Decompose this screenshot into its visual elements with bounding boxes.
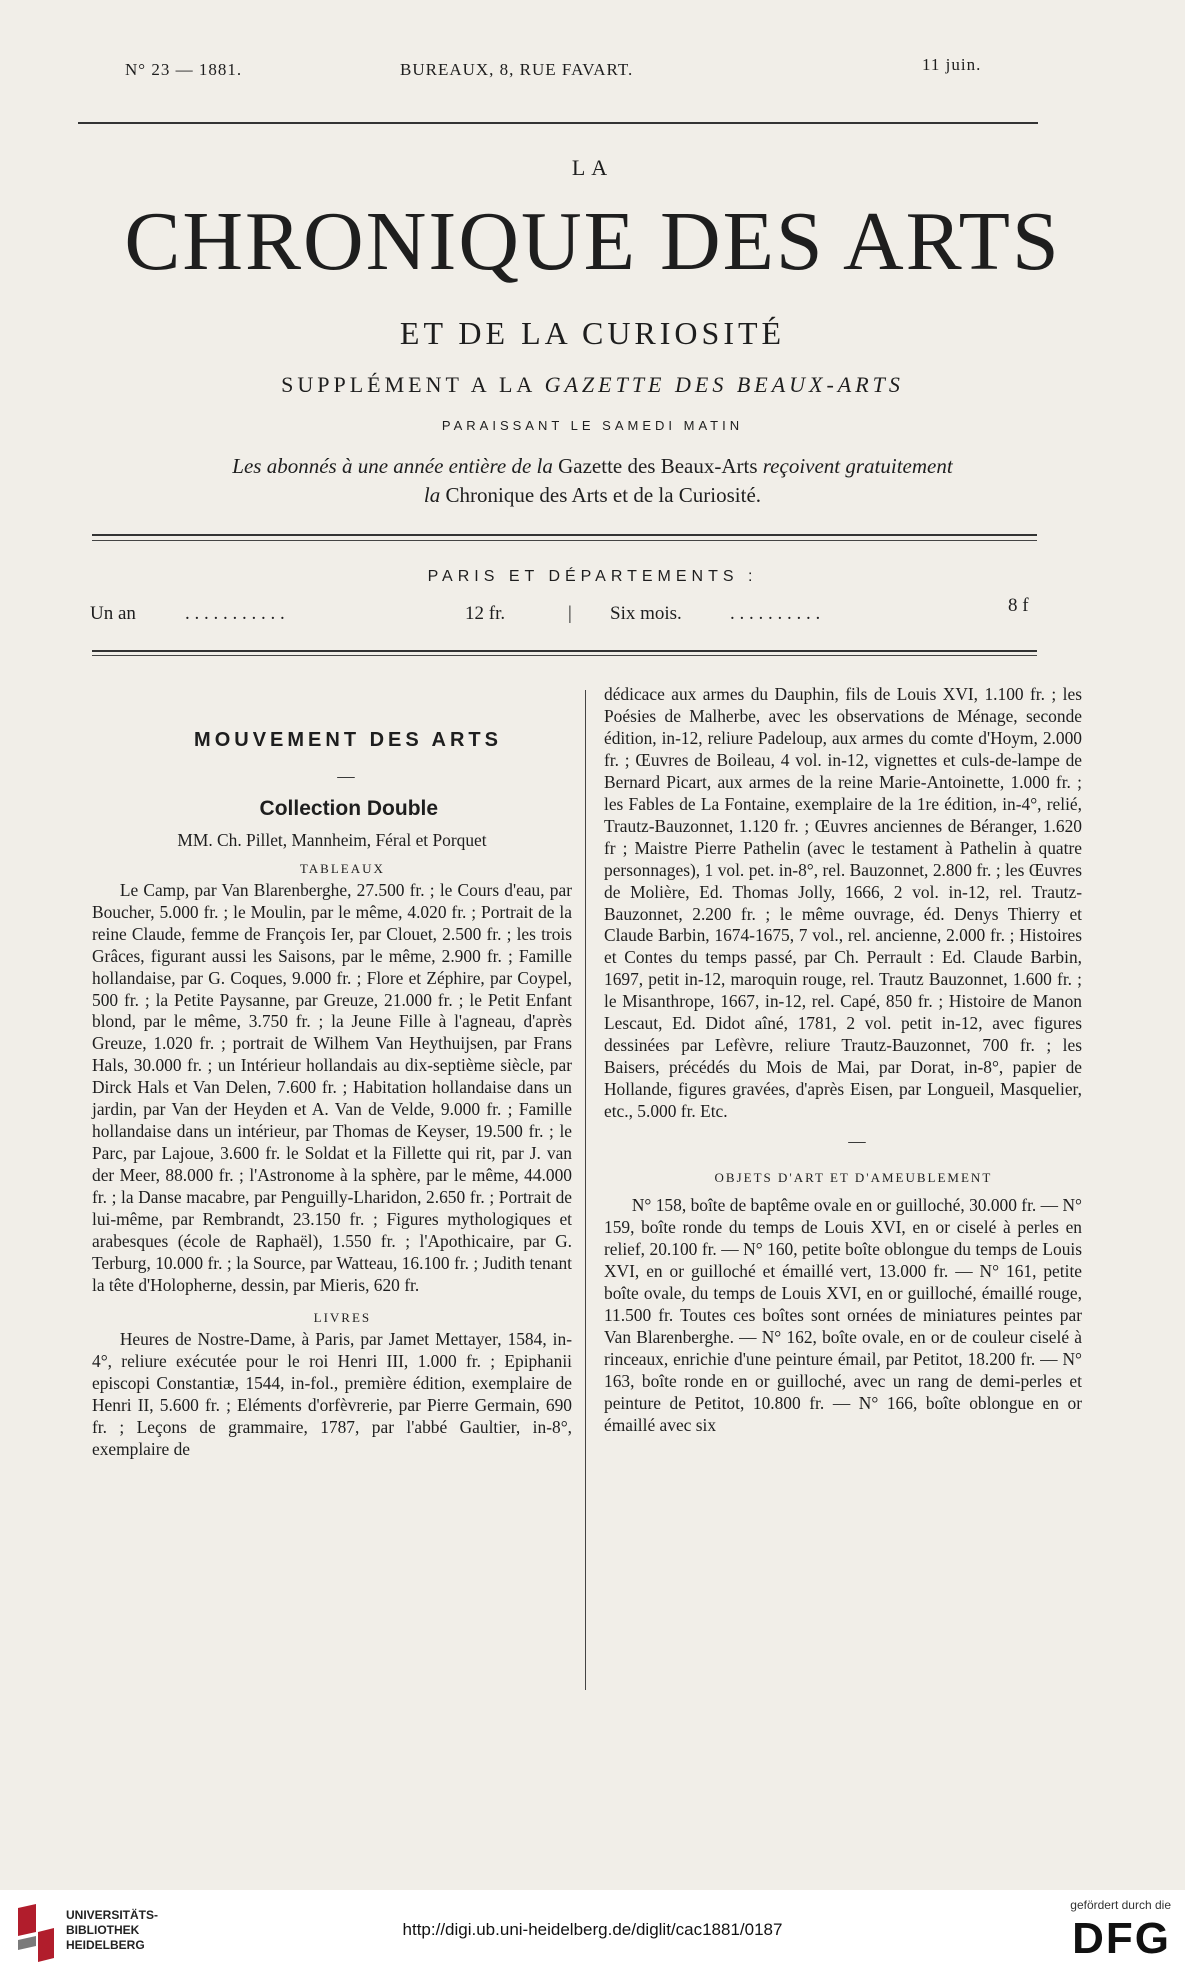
library-name-line2: BIBLIOTHEK — [66, 1923, 140, 1937]
collection-title: Collection Double — [259, 796, 439, 820]
right-column — [604, 684, 1082, 1436]
source-url-link[interactable]: http://digi.ub.uni-heidelberg.de/diglit/cac1881/0187 — [402, 1920, 783, 1939]
experts-line: MM. Ch. Pillet, Mannheim, Féral et Porquet — [177, 829, 487, 850]
subscription-label: PARIS ET DÉPARTEMENTS : — [427, 568, 758, 585]
supplement-gazette: GAZETTE DES BEAUX-ARTS — [544, 372, 904, 397]
column-divider — [585, 690, 586, 1690]
livres-continued: dédicace aux armes du Dauphin, fils de Louis XVI, 1.100 fr. ; les Poésies de Malherbe, avec les observations de Ménage, seconde édition, in-12, reliure Padeloup, aux armes du comte d'Hoym, 2.000 fr. ; Œuvres de Boileau, 4 vol. in-12, vignettes et culs-de-lampe de Bernard Picart, aux armes de la reine Marie-Antoinette, 1.000 fr. ; les Fables de La Fontaine, exemplaire de la 1re édition, in-4°, relié, Trautz-Bauzonnet, 1.120 fr. ; Œuvres anciennes de Béranger, 1.620 fr ; Maistre Pierre Pathelin (avec le testament à Pathelin à quatre personnages), 1 vol. pet. in-8°, rel. Bauzonnet, 2.800 fr. ; les Œuvres de Molière, Ed. Thomas Jolly, 1666, 2 vol. in-12, rel. Trautz-Bauzonnet, 2.200 fr. ; le même ouvrage, éd. Denys Thierry et Claude Barbin, 1674-1675, 7 vol., rel. ancienne, 2.000 fr. ; Histoires et Contes du temps passé, par Ch. Perrault : Ed. Claude Barbin, 1697, petit in-12, maroquin rouge, rel. Trautz Bauzonnet, 1.600 fr. ; le Misanthrope, 1667, in-12, rel. Capé, 850 fr. ; Histoire de Manon Lescaut, Ed. Didot aîné, 1781, 2 vol. petit in-12, avec figures dessinées par Lefèvre, reliure Trautz-Bauzonnet, 700 fr. ; les Baisers, précédés du Mois de Mai, par Dorat, in-8°, papier de Hollande, figures gravées, d'après Eisen, par Longueil, Masquelier, etc., 5.000 fr. Etc. — [604, 684, 1082, 1122]
price-year-label: Un an — [90, 603, 136, 624]
notice-italic-2: reçoivent gratuitement — [762, 454, 953, 478]
notice-plain-1: Gazette des Beaux-Arts — [552, 454, 763, 478]
tableaux-text: Le Camp, par Van Blarenberghe, 27.500 fr. ; le Cours d'eau, par Boucher, 5.000 fr. ; le Moulin, par le même, 4.020 fr. ; Portrait de la reine Claude, femme de François Ier, par Clouet, 2.500 fr. ; les trois Grâces, figurant aussi les Saisons, par le même, 2.900 fr. ; Famille hollandaise, par G. Coques, 9.000 fr. ; Flore et Zéphire, par Coypel, 500 fr. ; la Petite Paysanne, par Greuze, 21.000 fr. ; le Petit Enfant blond, par le même, 3.750 fr. ; la Jeune Fille à l'agneau, d'après Greuze, 1.020 fr. ; portrait de Wilhem Van Heythuijsen, par Frans Hals, 30.000 fr. ; un Intérieur hollandais au dix-septième siècle, par Dirck Hals et Van Delen, 7.600 fr. ; Habitation hollandaise dans un jardin, par Van der Heyden et A. Van de Velde, 9.000 fr. ; Famille hollandaise dans un intérieur, par Thomas de Keyser, 19.500 fr. ; le Parc, par Lajoue, 3.600 fr. le Soldat et la Fillette qui rit, par J. van der Meer, 88.000 fr. ; l'Astronome à la sphère, par le même, 44.000 fr. ; la Danse macabre, par Penguilly-Lharidon, 2.650 fr. ; Portrait de lui-même, par Rembrandt, 23.150 fr. ; Figures mythologiques et arabesques (école de Raphaël), 1.550 fr. ; l'Apothicaire, par G. Terburg, 10.000 fr. ; la Source, par Watteau, 16.100 fr. ; Judith tenant la tête d'Holopherne, dessin, par Mieris, 620 fr. — [92, 879, 572, 1295]
left-column — [92, 730, 572, 1461]
masthead-rule-2 — [92, 540, 1037, 541]
issue-date: 11 juin. — [922, 55, 982, 74]
livres-heading: LIVRES — [313, 1309, 372, 1325]
funding-label: gefördert durch die — [1070, 1898, 1171, 1912]
heading-dash: — — [337, 765, 355, 786]
notice-plain-2: Chronique des Arts et de la Curiosité. — [440, 483, 762, 507]
tableaux-heading: TABLEAUX — [299, 860, 385, 876]
price-separator: | — [568, 603, 572, 624]
section-heading: MOUVEMENT DES ARTS — [194, 729, 502, 751]
price-year-value: 12 fr. — [465, 603, 506, 624]
office-address: BUREAUX, 8, RUE FAVART. — [400, 60, 634, 79]
price-six-dots: . . . . . . . . . . — [730, 603, 821, 624]
digitization-footer — [0, 1890, 1185, 1975]
publishing-schedule: PARAISSANT LE SAMEDI MATIN — [441, 418, 744, 433]
prices-rule-2 — [92, 655, 1037, 656]
supplement-prefix: SUPPLÉMENT A LA — [281, 372, 545, 397]
library-name-line3: HEIDELBERG — [66, 1938, 145, 1952]
price-year-dots: . . . . . . . . . . . — [185, 603, 285, 624]
subscriber-notice — [0, 452, 1185, 510]
notice-italic-1: Les abonnés à une année entière de la — [232, 454, 553, 478]
header-rule — [78, 122, 1038, 124]
right-dash: — — [848, 1131, 866, 1152]
masthead-rule-1 — [92, 534, 1037, 536]
objets-text: N° 158, boîte de baptême ovale en or guilloché, 30.000 fr. — N° 159, boîte ronde du temps de Louis XVI, en or ciselé à perles en relief, 20.100 fr. — N° 160, petite boîte oblongue du temps de Louis XVI, en or guilloché et émaillé vert, 13.000 fr. — N° 161, petite boîte ovale, du temps de Louis XVI, en or guilloché, émaillé rouge, 11.500 fr. Toutes ces boîtes sont ornées de miniatures peintes par Van Blarenberghe. — N° 162, boîte ovale, en or de couleur ciselé à rinceaux, enrichie d'une peinture émail, par Petitot, 18.200 fr. — N° 163, boîte ronde en or guilloché, avec un rang de demi-perles et peinture de Petitot, 10.800 fr. — N° 166, boîte oblongue en or émaillé avec six — [604, 1194, 1082, 1435]
library-name-line1: UNIVERSITÄTS- — [66, 1908, 159, 1922]
livres-text: Heures de Nostre-Dame, à Paris, par Jamet Mettayer, 1584, in-4°, reliure exécutée pour le roi Henri III, 1.000 fr. ; Epiphanii episcopi Constantiæ, 1544, in-fol., première édition, exemplaire de Henri II, 5.600 fr. ; Eléments d'orfèvrerie, par Pierre Germain, 690 fr. ; Leçons de grammaire, 1787, par l'abbé Gaultier, in-8°, exemplaire de — [92, 1328, 572, 1459]
dfg-logo: DFG — [1072, 1914, 1171, 1963]
masthead-title: CHRONIQUE DES ARTS — [124, 195, 1061, 288]
issue-number: N° 23 — 1881. — [125, 60, 243, 79]
supplement-line — [0, 372, 1185, 398]
price-six-value: 8 f — [1008, 595, 1029, 616]
prices-rule — [92, 650, 1037, 652]
objets-heading: OBJETS D'ART ET D'AMEUBLEMENT — [714, 1170, 993, 1186]
price-six-label: Six mois. — [610, 603, 682, 624]
masthead-subtitle: ET DE LA CURIOSITÉ — [399, 315, 786, 351]
notice-italic-3: la — [423, 483, 441, 507]
masthead-la: LA — [571, 155, 614, 180]
